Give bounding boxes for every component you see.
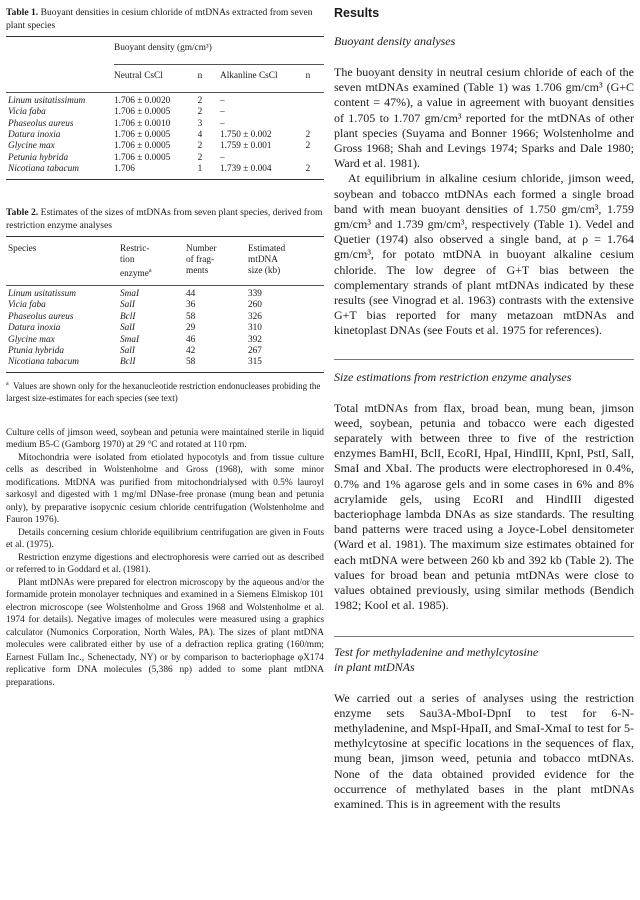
methods-paragraph: Mitochondria were isolated from etiolated hypocotyls and from tissue culture cells as described in Wolstenholme and Gross (1968), with some minor modifications. MtDNA was purified from mitochondrialysed with 0.5% lauroyl sarkosyl and digested with 1 mg/ml DNase-free pronase (mung bean and petunia only), by preparative isopycnic cesium chloride centrifugation (Wolstenholme and Fauron 1976).: [6, 452, 324, 526]
table-row: Linum usitatissum SmaI 44 339: [8, 288, 262, 299]
results-text-1: [334, 65, 634, 339]
results-text-2: [334, 401, 634, 614]
table-row: Ptunia hybrida SalI 42 267: [8, 346, 262, 356]
table1: [6, 37, 324, 179]
table-row: Nicotiana tabacum 1.706 1 1.739 ± 0.004 2: [8, 164, 311, 175]
table2-col-number: Number of frag- ments: [186, 243, 217, 277]
results-paragraph: The buoyant density in neutral cesium chloride of each of the seven mtDNAs examined (Table 1) was 1.706 gm/cm³ (G+C content = 47%), a value in agreement with buoyant densities of 1.705 to 1.707 gm/cm³ reported for the mtDNAs of other plant species (Suyama and Bonner 1966; Wolstenholme and Gross 1968; Shah and Levings 1974; Sparks and Dale 1980; Ward et al. 1981).: [334, 65, 634, 171]
methods-paragraph: Culture cells of jimson weed, soybean and petunia were maintained sterile in liquid medium B5-C (Gamborg 1970) at 29 °C and rotated at 110 rpm.: [6, 427, 324, 451]
table1-label: Table 1.: [6, 7, 39, 18]
table2-caption-text: Estimates of the sizes of mtDNAs from seven plant species, derived from restriction enzyme analyses: [6, 206, 323, 231]
table2-col-size: Estimated mtDNA size (kb): [248, 243, 286, 277]
table-row: Glycine max 1.706 ± 0.0005 2 1.759 ± 0.001 2: [8, 141, 311, 152]
table-row: Datura inoxia SalI 29 310: [8, 323, 262, 334]
table-row: Nicotiana tabacum BclI 58 315: [8, 357, 262, 368]
table-row: Phaseolus aureus BclI 58 326: [8, 311, 262, 322]
table2-footnote: $^a$ Values are shown only for the hexanucleotide restriction endonucleases probiding the largest size-estimates for each species (see text): [6, 380, 321, 404]
methods-text: [6, 427, 324, 690]
results-paragraph: Total mtDNAs from flax, broad bean, mung bean, jimson weed, soybean, petunia and tobacco were each digested separately with between three to five of the restriction enzymes BamHI, BclI, EcoRI, HpaI, HindIII, KpnI, PstI, SalI, SmaI and XbaI. The products were electrophoresed in 0.4%, 0.7% and 1% agarose gels and in some cases in 6% and 8% acrylamide gels, using EcoRI and HindIII digested bacteriophage lambda DNAs as size standards. The resulting band patterns were traced using a Joyce-Lobel densitometer (Ward et al. 1981). The maximum size estimates obtained for each mtDNA were between 260 kb and 392 kb (Table 2). The values for broad bean and petunia mtDNAs were close to values obtained previously, using similar methods (Bendich 1982; Kool et al. 1985).: [334, 400, 634, 613]
results-heading: Results: [334, 6, 380, 20]
table-row: Petunia hybrida 1.706 ± 0.0005 2 –: [8, 152, 225, 163]
results-paragraph: At equilibrium in alkaline cesium chloride, jimson weed, soybean and tobacco mtDNAs each formed a single broad band with mean buoyant densities of 1.750 gm/cm³, 1.759 gm/cm³ and 1.739 gm/cm³, respectively (Table 1). Vedel and Quetier (1974) also observed a single band, at ρ = 1.764 gm/cm³, for potato mtDNA in buoyant alkaline cesium chloride. The low degree of G+T bias between the complementary strands of plant mtDNAs indicated by these results (see Vinograd et al. 1963) contrasts with the extensive G+T bias reported for many metazoan mtDNAs and kinetoplast DNAs (see Fouts et al. 1975 for references).: [334, 171, 634, 338]
table1-caption: [6, 6, 324, 32]
table1-group-header: Buoyant density (gm/cm³): [114, 43, 212, 53]
right-column: [334, 0, 634, 812]
methods-paragraph: Restriction enzyme digestions and electrophoresis were carried out as described or referred to in Goddard et al. (1981).: [6, 552, 324, 576]
table1-col-alkaline: Alkanline CsCl: [219, 71, 278, 82]
table1-col-n2: n: [305, 71, 311, 82]
table2-caption: [6, 206, 324, 232]
table2-label: Table 2.: [6, 206, 39, 218]
table2-bottom-rule: [6, 372, 324, 373]
table-row: Vicia faba SalI 36 260: [8, 300, 262, 311]
results-paragraph: We carried out a series of analyses using the restriction enzyme sets Sau3A-MboI-DpnI to test for 6-N-methyladenine, and MspI-HpaII, and SmaI-XmaI to test for 5-methylcytosine at specific locations in the sequences of flax, mung bean, jimson weed, petunia and tobacco mtDNAs. None of the data obtained provided evidence for the occurrence of methylated bases in the plant mtDNAs examined. This is in agreement with the results: [334, 690, 634, 811]
table-row: Datura inoxia 1.706 ± 0.0005 4 1.750 ± 0.002 2: [8, 130, 311, 141]
methods-paragraph: Details concerning cesium chloride equilibrium centrifugation are given in Fouts et al. (1975).: [6, 527, 324, 551]
table-row: Glycine max SmaI 46 392: [8, 334, 262, 345]
methods-paragraph: Plant mtDNAs were prepared for electron microscopy by the aqueous and/or the formamide protein monolayer techniques and examined in a Siemens Elmiskop 101 electron microscope (see Wolstenholme and Gross 1968 and Wolstenholme et al. 1974 for details). Negative images of molecules were measured using a graphics calculator (Numonics Corporation, North Wales, PA). The sizes of plant mtDNA molecules were calibrated either by use of a defraction replica grating (160/mm; Earnest Fullam Inc., Schenectady, NY) or by comparison to bacteriophage φX174 replicative form DNA molecules (5,386 np) added to some plant mtDNA preparations.: [6, 577, 324, 688]
results-text-3: [334, 691, 634, 813]
table-row: Linum usitatissimum 1.706 ± 0.0020 2 –: [8, 95, 225, 106]
table2-col-species: Species: [8, 243, 37, 254]
table-row: Vicia faba 1.706 ± 0.0005 2 –: [8, 107, 225, 118]
table1-col-neutral: Neutral CsCl: [114, 71, 163, 82]
subsection-heading-methyl: Test for methyladenine and methylcytosine in plant mtDNAs: [334, 644, 539, 674]
subsection-heading-buoyant: Buoyant density analyses: [334, 34, 456, 48]
table1-caption-text: Buoyant densities in cesium chloride of mtDNAs extracted from seven plant species: [6, 7, 313, 31]
table2: [6, 237, 324, 372]
left-column: [6, 0, 324, 689]
table2-col-enzyme: Restric- tion enzyme$^a$: [120, 243, 152, 280]
table-row: Phaseolus aureus 1.706 ± 0.0010 3 –: [8, 118, 225, 129]
subsection-heading-size: Size estimations from restriction enzyme analyses: [334, 369, 572, 384]
table1-col-n1: n: [197, 71, 203, 82]
